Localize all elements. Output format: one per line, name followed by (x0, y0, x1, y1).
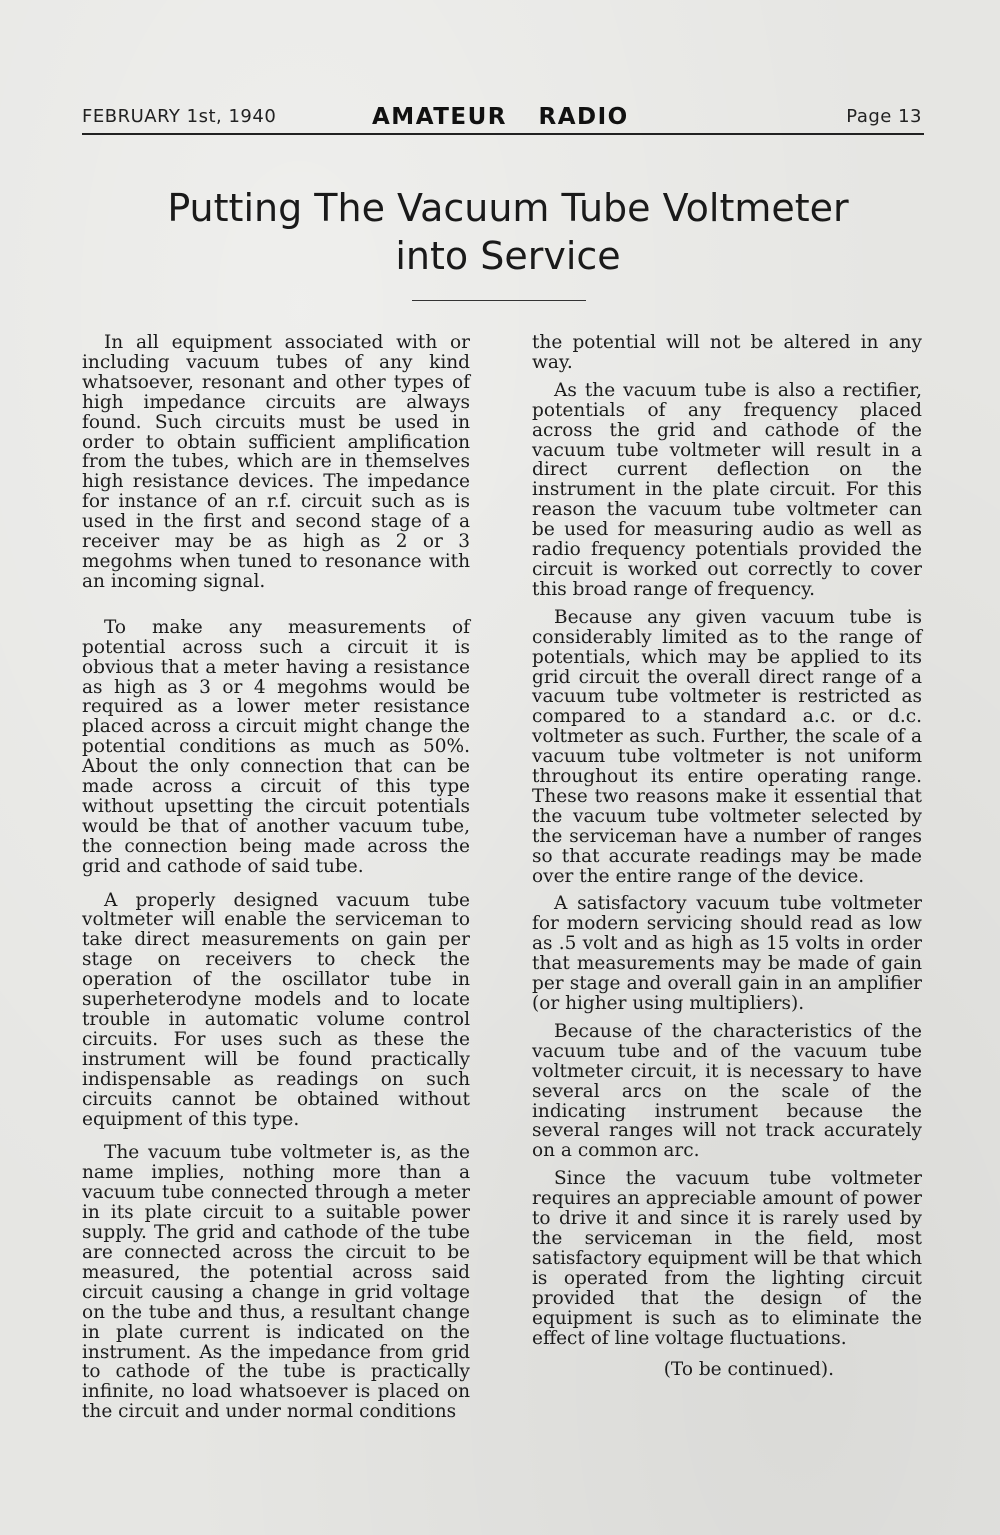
body-paragraph: A properly designed vacuum tube voltmeter will enable the serviceman to take direct measurements on gain per stage on receivers to check the operation of the oscillator tube in superheterodyne models and to locate trouble in automatic volume control circuits. For uses such as these the instrument will be found practically indispensable as readings on such circuits cannot be obtained without equipment of this type. (82, 889, 470, 1130)
title-divider (412, 300, 586, 301)
issue-date: FEBRUARY 1st, 1940 (82, 106, 277, 127)
body-paragraph: To make any measurements of potential across such a circuit it is obvious that a meter having a resistance as high as 3 or 4 megohms would be required as a lower meter resistance placed across a circuit might change the potential conditions as much as 50%. About the only connection that can be made across a circuit of this type without upsetting the circuit potentials would be that of another vacuum tube, the connection being made across the grid and cathode of said tube. (82, 616, 470, 877)
running-header (82, 104, 924, 134)
continuation-note: (To be continued). (663, 1359, 834, 1381)
header-rule (82, 133, 924, 135)
body-paragraph: Because of the characteristics of the vacuum tube and of the vacuum tube voltmeter circuit, it is necessary to have several arcs on the scale of the indicating instrument because the several ranges will not track accurately on a common arc. (532, 1020, 922, 1162)
body-paragraph: Since the vacuum tube voltmeter requires an appreciable amount of power to drive it and since it is rarely used by the serviceman in the field, most satisfactory equipment will be that which is operated from the lighting circuit provided that the design of the equipment is such as to eliminate the effect of line voltage fluctuations. (532, 1168, 922, 1349)
body-paragraph: As the vacuum tube is also a rectifier, potentials of any frequency placed across the grid and cathode of the vacuum tube voltmeter will result in a direct current deflection on the instrument in the plate circuit. For this reason the vacuum tube voltmeter can be used for measuring audio as well as radio frequency potentials provided the circuit is worked out correctly to cover this broad range of frequency. (532, 379, 922, 600)
title-line-1: Putting The Vacuum Tube Voltmeter (167, 186, 849, 230)
article-title (100, 184, 916, 280)
body-paragraph: Because any given vacuum tube is considerably limited as to the range of potentials, which may be applied to its grid circuit the overall direct range of a vacuum tube voltmeter is restricted as compared to a standard a.c. or d.c. voltmeter as such. Further, the scale of a vacuum tube voltmeter is not uniform throughout its entire operating range. These two reasons make it essential that the vacuum tube voltmeter selected by the serviceman have a number of ranges so that accurate readings may be made over the entire range of the device. (532, 606, 922, 887)
body-paragraph: In all equipment associated with or including vacuum tubes of any kind whatsoever, resonant and other types of high impedance circuits are always found. Such circuits must be used in order to obtain sufficient amplification from the tubes, which are in themselves high resistance devices. The impedance for instance of an r.f. circuit such as is used in the first and second stage of a receiver may be as high as 2 or 3 megohms when tuned to resonance with an incoming signal. (82, 332, 470, 592)
left-column (82, 333, 470, 1431)
body-paragraph: The vacuum tube voltmeter is, as the name implies, nothing more than a vacuum tube connected through a meter in its plate circuit to a suitable power supply. The grid and cathode of the tube are connected across the circuit to be measured, the potential across said circuit causing a change in grid voltage on the tube and thus, a resultant change in plate current is indicated on the instrument. As the impedance from grid to cathode of the tube is practically infinite, no load whatsoever is placed on the circuit and under normal conditions (82, 1142, 470, 1423)
title-line-2: into Service (395, 234, 621, 278)
body-paragraph: the potential will not be altered in any way. (532, 332, 922, 373)
right-column (532, 333, 922, 1388)
journal-name: AMATEUR RADIO (372, 104, 629, 130)
body-paragraph: A satisfactory vacuum tube voltmeter for modern servicing should read as low as .5 volt and as high as 15 volts in order that measurements may be made of gain per stage and overall gain in an amplifier (or higher using multipliers). (532, 893, 922, 1014)
page-number: Page 13 (846, 106, 922, 127)
